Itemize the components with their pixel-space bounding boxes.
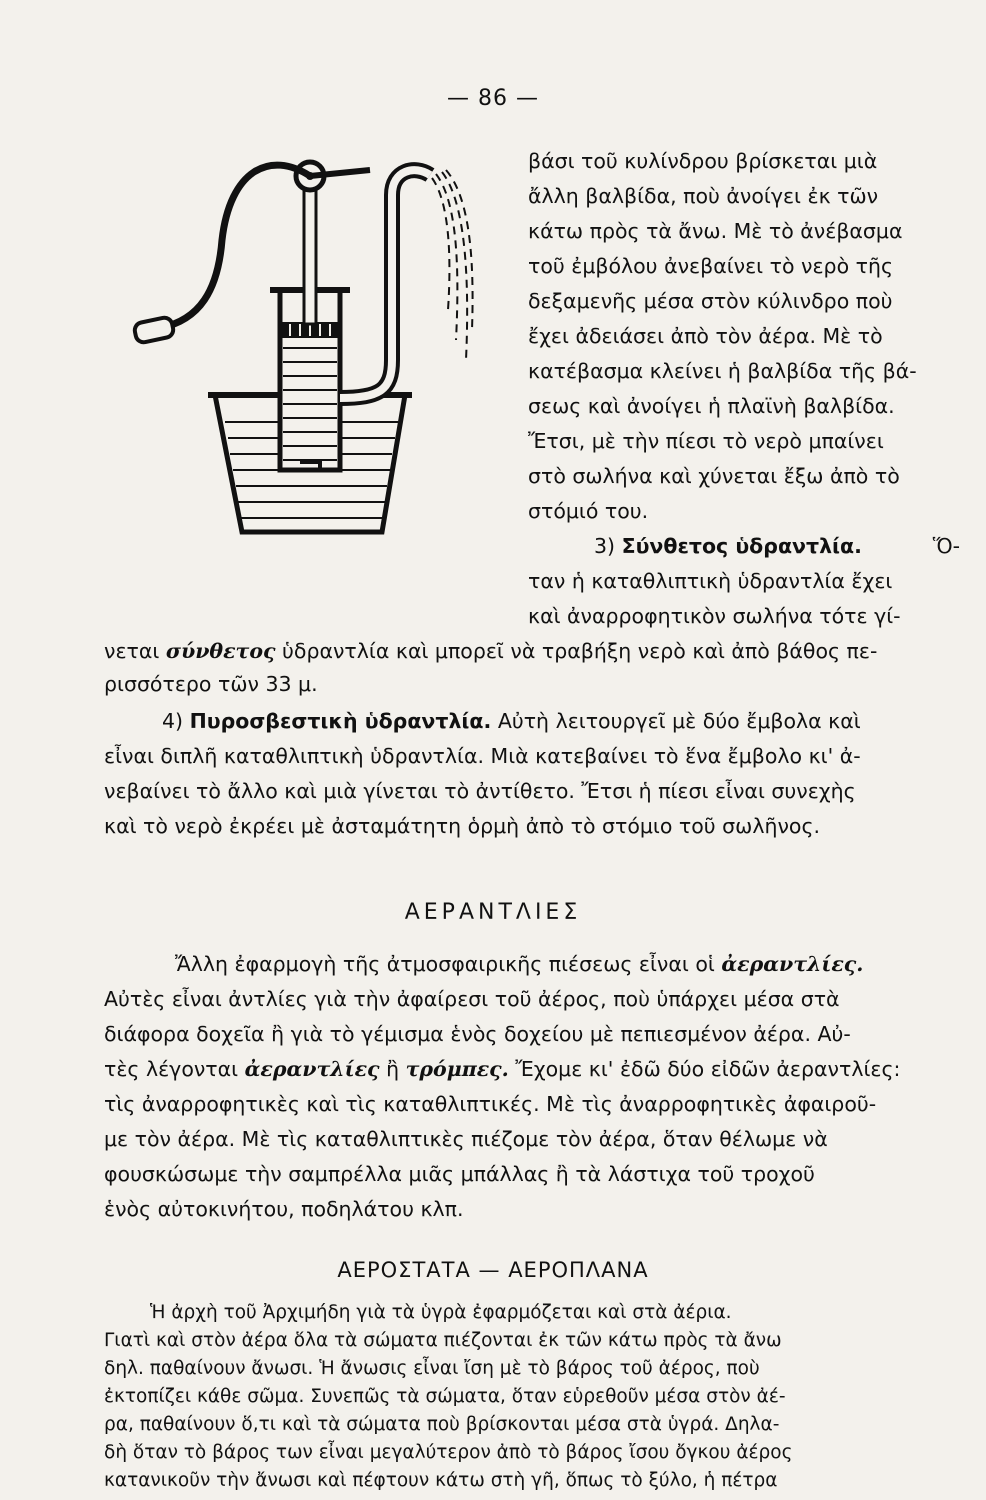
text-line: καὶ τὸ νερὸ ἐκρέει μὲ ἀσταμάτητη ὁρμὴ ἀπὸ τὸ στόμιο τοῦ σωλῆνος. — [104, 814, 821, 838]
text-line: ρισσότερο τῶν 33 μ. — [104, 672, 318, 696]
text-line: με τὸν ἀέρα. Μὲ τὶς καταθλιπτικὲς πιέζομε τὸν ἀέρα, ὅταν θέλωμε νὰ — [104, 1127, 828, 1151]
piston-rod — [304, 180, 316, 324]
item3-line1 — [594, 530, 960, 562]
text-line: νεβαίνει τὸ ἄλλο καὶ μιὰ γίνεται τὸ ἀντίθετο. Ἔτσι ἡ πίεσι εἶναι συνεχὴς — [104, 779, 856, 803]
text-line: ἑνὸς αὐτοκινήτου, ποδηλάτου κλπ. — [104, 1197, 464, 1221]
text-line: Γιατὶ καὶ στὸν ἀέρα ὅλα τὰ σώματα πιέζονται ἐκ τῶν κάτω πρὸς τὰ ἄνω — [104, 1330, 782, 1351]
water-pump-illustration — [130, 140, 475, 540]
text-line: βάσι τοῦ κυλίνδρου βρίσκεται μιὰ — [528, 149, 878, 173]
text-line: δὴ ὅταν τὸ βάρος των εἶναι μεγαλύτερον ἀπὸ τὸ βάρος ἴσου ὄγκου ἀέρος — [104, 1442, 793, 1463]
text-line: καὶ ἀναρροφητικὸν σωλήνα τότε γί- — [528, 604, 901, 628]
emphasis: ἀεραντλίες — [244, 1057, 380, 1081]
text-line: ἔχει ἀδειάσει ἀπὸ τὸν ἀέρα. Μὲ τὸ — [528, 324, 883, 348]
emphasis: τρόμπες. — [405, 1057, 509, 1081]
item3-title: Σύνθετος ὑδραντλία. — [621, 534, 862, 558]
spout-pipe — [340, 170, 430, 398]
text-line: σεως καὶ ἀνοίγει ἡ πλαϊνὴ βαλβίδα. — [528, 394, 895, 418]
text-line: κάτω πρὸς τὰ ἄνω. Μὲ τὸ ἀνέβασμα — [528, 219, 903, 243]
text-line: ἄλλη βαλβίδα, ποὺ ἀνοίγει ἐκ τῶν — [528, 184, 879, 208]
text-line: Ἡ ἀρχὴ τοῦ Ἀρχιμήδη γιὰ τὰ ὑγρὰ ἐφαρμόζεται καὶ στὰ ἀέρια. — [150, 1302, 732, 1323]
section-heading-balloons-airplanes: ΑΕΡΟΣΤΑΤΑ — ΑΕΡΟΠΛΑΝΑ — [337, 1258, 649, 1282]
handle-grip — [133, 316, 174, 343]
item4-line1: 4) Πυροσβεστικὴ ὑδραντλία. Αὐτὴ λειτουργεῖ μὲ δύο ἔμβολα καὶ — [162, 709, 861, 733]
item4-title: Πυροσβεστικὴ ὑδραντλία. — [189, 709, 492, 733]
text-line: κατανικοῦν τὴν ἄνωσι καὶ πέφτουν κάτω στὴ γῆ, ὅπως τὸ ξύλο, ἡ πέτρα — [104, 1470, 778, 1491]
text-line: διάφορα δοχεῖα ἢ γιὰ τὸ γέμισμα ἑνὸς δοχείου μὲ πεπιεσμένον ἀέρα. Αὐ- — [104, 1022, 851, 1046]
text-line: τοῦ ἐμβόλου ἀνεβαίνει τὸ νερὸ τῆς — [528, 254, 893, 278]
text-line: φουσκώσωμε τὴν σαμπρέλλα μιᾶς μπάλλας ἢ τὰ λάστιχα τοῦ τροχοῦ — [104, 1162, 815, 1186]
section-heading-air-pumps: ΑΕΡΑΝΤΛΙΕΣ — [404, 900, 582, 925]
text-line: Ἔτσι, μὲ τὴν πίεσι τὸ νερὸ μπαίνει — [528, 429, 884, 453]
text-line: δηλ. παθαίνουν ἄνωσι. Ἡ ἄνωσις εἶναι ἴση μὲ τὸ βάρος τοῦ ἀέρος, ποὺ — [104, 1358, 760, 1379]
section1-line4: τὲς λέγονται ἀεραντλίες ἢ τρόμπες. Ἔχομε κι' ἐδῶ δύο εἰδῶν ἀεραντλίες: — [104, 1057, 901, 1081]
text-line: δεξαμενῆς μέσα στὸν κύλινδρο ποὺ — [528, 289, 893, 313]
item3-line4: νεται σύνθετος ὑδραντλία καὶ μπορεῖ νὰ τραβήξη νερὸ καὶ ἀπὸ βάθος πε- — [104, 639, 878, 663]
text-line: στόμιό του. — [528, 499, 649, 523]
text-line: τὶς ἀναρροφητικὲς καὶ τὶς καταθλιπτικές. Μὲ τὶς ἀναρροφητικὲς ἀφαιροῦ- — [104, 1092, 877, 1116]
water-stream — [432, 170, 473, 360]
text-line: ρα, παθαίνουν ὅ,τι καὶ τὰ σώματα ποὺ βρίσκονται μέσα στὰ ὑγρά. Δηλα- — [104, 1414, 780, 1435]
section1-line1: Ἄλλη ἐφαρμογὴ τῆς ἀτμοσφαιρικῆς πιέσεως εἶναι οἱ ἀεραντλίες. — [175, 952, 864, 976]
emphasis: ἀεραντλίες. — [721, 952, 864, 976]
text-line: στὸ σωλήνα καὶ χύνεται ἔξω ἀπὸ τὸ — [528, 464, 900, 488]
text-line: κατέβασμα κλείνει ἡ βαλβίδα τῆς βά- — [528, 359, 917, 383]
text-line: ἐκτοπίζει κάθε σῶμα. Συνεπῶς τὰ σώματα, ὅταν εὑρεθοῦν μέσα στὸν ἀέ- — [104, 1386, 786, 1407]
emphasis: σύνθετος — [165, 639, 276, 663]
text-line: εἶναι διπλῆ καταθλιπτικὴ ὑδραντλία. Μιὰ κατεβαίνει τὸ ἕνα ἔμβολο κι' ἀ- — [104, 744, 861, 768]
text-line: ταν ἡ καταθλιπτικὴ ὑδραντλία ἔχει — [528, 569, 893, 593]
item3-number: 3) — [594, 534, 616, 558]
text-line: Αὐτὲς εἶναι ἀντλίες γιὰ τὴν ἀφαίρεσι τοῦ ἀέρος, ποὺ ὑπάρχει μέσα στὰ — [104, 987, 840, 1011]
page-number: — 86 — — [447, 86, 539, 111]
item3-rest: Ὅ- — [932, 534, 960, 558]
